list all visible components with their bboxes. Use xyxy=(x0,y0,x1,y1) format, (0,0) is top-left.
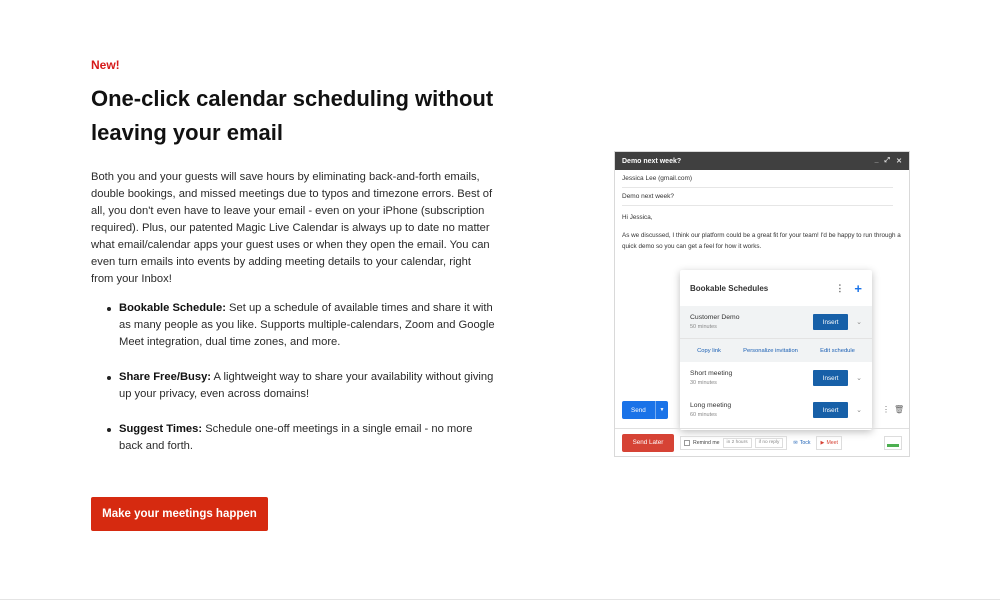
more-options-icon[interactable]: ⋮ xyxy=(882,405,890,414)
make-meetings-happen-button[interactable]: Make your meetings happen xyxy=(91,497,268,531)
compose-title-bar xyxy=(615,152,909,170)
send-options-caret-icon[interactable]: ▼ xyxy=(655,401,668,419)
send-label: Send xyxy=(631,406,646,414)
schedule-item-customer-demo[interactable] xyxy=(680,306,872,338)
insert-button[interactable]: Insert xyxy=(813,314,848,330)
tock-label: Tock xyxy=(799,439,811,446)
new-badge: New! xyxy=(91,58,120,72)
compose-toolbar xyxy=(615,428,909,456)
feature-title: Share Free/Busy: xyxy=(119,371,212,383)
send-later-button[interactable]: Send Later xyxy=(622,434,674,452)
schedule-name: Short meeting xyxy=(690,370,733,377)
schedule-name: Customer Demo xyxy=(690,314,740,321)
remind-checkbox[interactable] xyxy=(684,440,690,446)
remind-me-control[interactable] xyxy=(680,436,787,450)
expand-icon[interactable]: ⤢ xyxy=(884,157,891,164)
popup-title: Bookable Schedules xyxy=(690,283,769,293)
tock-icon: ✉ xyxy=(793,439,798,446)
minimize-icon[interactable]: _ xyxy=(874,157,879,164)
meet-button[interactable] xyxy=(816,436,842,450)
insert-button[interactable]: Insert xyxy=(813,402,848,418)
chevron-down-icon[interactable]: ⌄ xyxy=(856,407,862,414)
schedule-duration: 60 minutes xyxy=(690,412,717,418)
compose-title: Demo next week? xyxy=(622,157,682,165)
feature-text: Set up a schedule of available times and share it with as many people as you like. Supports multiple-calendars, Zoom and Google Meet integration, dual time zones, and more. xyxy=(119,302,495,348)
close-icon[interactable]: ✕ xyxy=(896,158,902,165)
feature-text: A lightweight way to share your availability without giving up your privacy, even across domains! xyxy=(119,371,494,400)
personalize-invitation-link[interactable]: Personalize invitation xyxy=(743,347,798,354)
email-body[interactable] xyxy=(615,206,909,265)
send-button[interactable] xyxy=(622,401,668,419)
email-compose-mockup xyxy=(614,151,910,457)
schedule-item-long-meeting[interactable] xyxy=(680,394,872,426)
edit-schedule-link[interactable]: Edit schedule xyxy=(820,347,855,354)
copy-link[interactable]: Copy link xyxy=(697,347,721,354)
tock-button[interactable] xyxy=(793,440,810,446)
chevron-down-icon[interactable]: ⌄ xyxy=(856,319,862,326)
chevron-down-icon[interactable]: ⌄ xyxy=(856,375,862,382)
email-greeting: Hi Jessica, xyxy=(622,214,653,221)
add-schedule-icon[interactable]: + xyxy=(854,280,862,296)
hero-section xyxy=(91,58,511,473)
feature-item-bookable-schedule xyxy=(119,300,496,351)
trash-icon[interactable]: 🗑 xyxy=(894,405,905,414)
to-field[interactable]: Jessica Lee (gmail.com) xyxy=(622,170,893,188)
remind-time-select[interactable]: in 2 hours xyxy=(723,438,752,448)
subject-field[interactable]: Demo next week? xyxy=(622,188,893,206)
schedule-duration: 30 minutes xyxy=(690,380,717,386)
remind-label: Remind me xyxy=(693,439,720,446)
tracking-icon[interactable] xyxy=(884,436,902,450)
video-camera-icon: ▶ xyxy=(820,439,825,446)
schedule-duration: 50 minutes xyxy=(690,324,717,330)
intro-paragraph: Both you and your guests will save hours by eliminating back-and-forth emails, double bookings, and missed meetings due to typos and timezone errors. Best of all, you don't even have to leave your email - even on your iPhone (subscription required). Plus, our patented Magic Live Calendar is always up to date no matter what email/calendar apps your guest uses or when they open the email. You can even turn emails into events by adding meeting details to your calendar, right from your Inbox! xyxy=(91,171,493,285)
schedule-name: Long meeting xyxy=(690,402,732,409)
headline: One-click calendar scheduling without leaving your email xyxy=(91,86,494,145)
popup-menu-icon[interactable]: ⋮ xyxy=(835,282,845,293)
meet-label: Meet xyxy=(826,439,838,446)
schedule-item-short-meeting[interactable] xyxy=(680,362,872,394)
bookable-schedules-popup xyxy=(680,270,872,430)
feature-text: Schedule one-off meetings in a single email - no more back and forth. xyxy=(119,423,473,452)
remind-condition-select[interactable]: if no reply xyxy=(755,438,784,448)
feature-item-share-free-busy xyxy=(119,369,496,403)
insert-button[interactable]: Insert xyxy=(813,370,848,386)
email-text: As we discussed, I think our platform could be a great fit for your team! I'd be happy to run through a quick demo so you can get a feel for how it works. xyxy=(622,232,901,250)
schedule-links xyxy=(680,338,872,362)
feature-title: Bookable Schedule: xyxy=(119,302,226,314)
feature-list xyxy=(91,300,496,455)
feature-title: Suggest Times: xyxy=(119,423,203,435)
feature-item-suggest-times xyxy=(119,421,496,455)
